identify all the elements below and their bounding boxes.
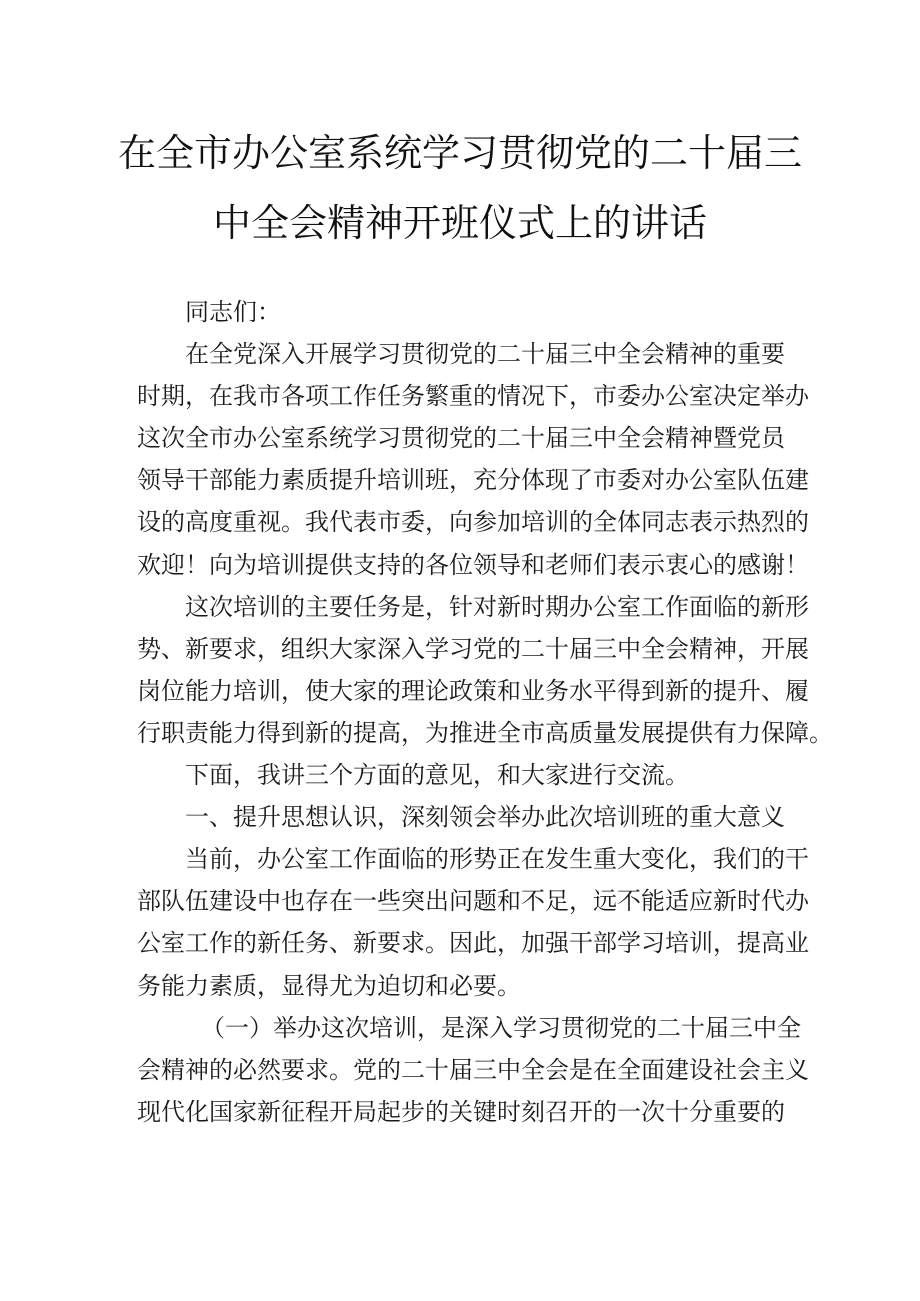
- paragraph-4-line: 公室工作的新任务、新要求。因此，加强干部学习培训，提高业: [137, 929, 809, 958]
- document-body: [137, 291, 833, 1133]
- paragraph-2-line: 岗位能力培训，使大家的理论政策和业务水平得到新的提升、履: [137, 676, 809, 705]
- document-title-line-2: 中全会精神开班仪式上的讲话: [212, 201, 707, 245]
- section-heading-1: 一、提升思想认识，深刻领会举办此次培训班的重大意义: [185, 803, 785, 832]
- subsection-paragraph-line: 会精神的必然要求。党的二十届三中全会是在全面建设社会主义: [137, 1055, 809, 1084]
- paragraph-1-line: 领导干部能力素质提升培训班，充分体现了市委对办公室队伍建: [137, 466, 809, 495]
- paragraph-4-line: 当前，办公室工作面临的形势正在发生重大变化，我们的干: [185, 845, 809, 874]
- salutation: 同志们：: [185, 298, 281, 326]
- paragraph-2-line: 行职责能力得到新的提高，为推进全市高质量发展提供有力保障。: [137, 718, 833, 747]
- paragraph-2-line: 势、新要求，组织大家深入学习党的二十届三中全会精神，开展: [137, 634, 809, 663]
- paragraph-1-line: 设的高度重视。我代表市委，向参加培训的全体同志表示热烈的: [137, 508, 809, 537]
- document-title-line-1: 在全市办公室系统学习贯彻党的二十届三: [117, 131, 802, 175]
- paragraph-1-line: 在全党深入开展学习贯彻党的二十届三中全会精神的重要: [185, 340, 785, 369]
- paragraph-2-line: 这次培训的主要任务是，针对新时期办公室工作面临的新形: [185, 592, 809, 621]
- subsection-paragraph-line: 现代化国家新征程开局起步的关键时刻召开的一次十分重要的: [137, 1097, 785, 1126]
- subsection-paragraph-line: （一）举办这次培训，是深入学习贯彻党的二十届三中全: [201, 1013, 801, 1042]
- paragraph-1-line: 这次全市办公室系统学习贯彻党的二十届三中全会精神暨党员: [137, 424, 785, 453]
- paragraph-4-line: 务能力素质，显得尤为迫切和必要。: [137, 971, 521, 1000]
- paragraph-1-line: 欢迎！向为培训提供支持的各位领导和老师们表示衷心的感谢！: [137, 550, 809, 579]
- paragraph-3-line: 下面，我讲三个方面的意见，和大家进行交流。: [185, 761, 689, 790]
- paragraph-4-line: 部队伍建设中也存在一些突出问题和不足，远不能适应新时代办: [137, 887, 809, 916]
- paragraph-1-line: 时期，在我市各项工作任务繁重的情况下，市委办公室决定举办: [137, 382, 809, 411]
